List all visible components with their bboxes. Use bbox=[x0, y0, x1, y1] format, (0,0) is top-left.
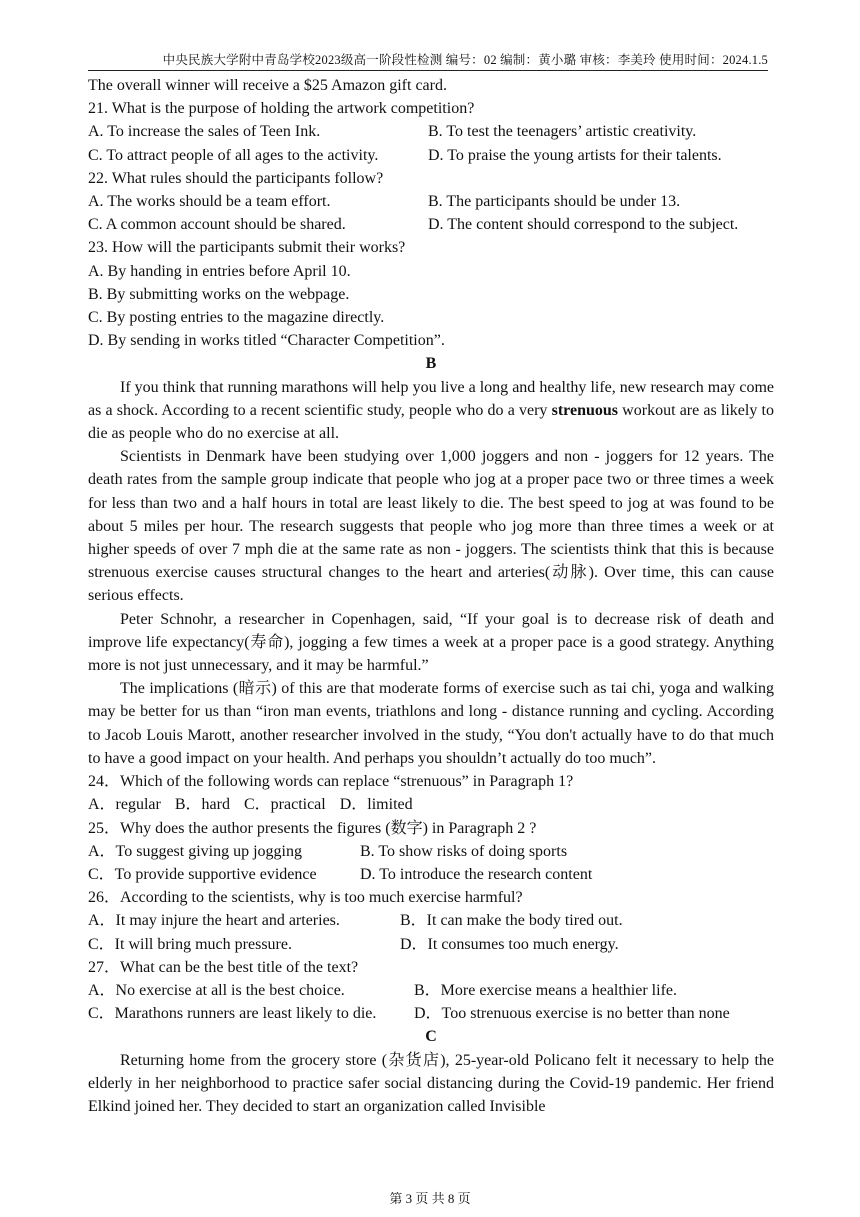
q22-option-c: C. A common account should be shared. bbox=[88, 216, 346, 234]
q25-option-a: A．To suggest giving up jogging bbox=[88, 842, 302, 860]
section-c-heading: C bbox=[425, 1028, 437, 1046]
q26-option-a: A．It may injure the heart and arteries. bbox=[88, 912, 340, 930]
passage-b-paragraph-4: The implications (暗示) of this are that moderate forms of exercise such as tai chi, yoga and walking may be better for us than “iron man events, triathlons and long - distance running and cycling. According to Jacob Louis Marott, another researcher involved in the study, “You don't actually have to do that much to have a good impact on your health. And perhaps you shouldn’t actually do too much”. bbox=[88, 680, 774, 767]
q26-option-b: B．It can make the body tired out. bbox=[400, 912, 623, 930]
q21-options-row1 bbox=[88, 120, 774, 143]
b-p1-text-start: If you think that running marathons will help you live a long and healthy life, new research may come as a shock. According to a recent scientific study, people who do a very bbox=[88, 378, 774, 419]
q24-option-b: B．hard bbox=[174, 796, 230, 814]
q25-options-row1 bbox=[88, 840, 774, 863]
q26-options-row2 bbox=[88, 933, 774, 956]
q27-option-a: A．No exercise at all is the best choice. bbox=[88, 981, 345, 999]
q22-options-row2 bbox=[88, 213, 774, 236]
question-26: 26．According to the scientists, why is too much exercise harmful? bbox=[88, 889, 523, 907]
q24-option-d: D．limited bbox=[339, 796, 413, 814]
question-22: 22. What rules should the participants follow? bbox=[88, 169, 384, 187]
page-footer: 第 3 页 共 8 页 bbox=[389, 1191, 471, 1206]
q25-option-b: B. To show risks of doing sports bbox=[360, 842, 568, 860]
q26-option-c: C．It will bring much pressure. bbox=[88, 935, 292, 953]
question-23: 23. How will the participants submit their works? bbox=[88, 239, 406, 257]
passage-b-paragraph-2: Scientists in Denmark have been studying over 1,000 joggers and non - joggers for 12 years. The death rates from the sample group indicate that people who jog at a proper pace two or three times a week for less than two and a half hours in total are least likely to die. The best speed to jog at was found to be about 5 miles per hour. The research suggests that people who jog more than three times a week or at higher speeds of over 7 mph die at the same rate as non - joggers. The scientists think that this is because strenuous exercise causes structural changes to the heart and arteries(动脉). Over time, this can cause serious effects. bbox=[88, 448, 774, 605]
q23-option-d: D. By sending in works titled “Character Competition”. bbox=[88, 332, 445, 350]
q21-option-c: C. To attract people of all ages to the activity. bbox=[88, 146, 379, 164]
q22-option-a: A. The works should be a team effort. bbox=[88, 193, 331, 211]
b-p1-text-end: workout are as likely to die as people who do no exercise at all. bbox=[88, 401, 774, 443]
q22-option-d: D. The content should correspond to the subject. bbox=[428, 216, 739, 234]
question-27: 27．What can be the best title of the text? bbox=[88, 958, 359, 976]
q23-option-a: A. By handing in entries before April 10. bbox=[88, 262, 351, 280]
q26-options-row1 bbox=[88, 909, 774, 932]
q21-options-row2 bbox=[88, 144, 774, 167]
q26-option-d: D．It consumes too much energy. bbox=[400, 935, 619, 953]
q25-option-c: C．To provide supportive evidence bbox=[88, 865, 317, 883]
document-body bbox=[88, 74, 774, 1118]
question-21: 21. What is the purpose of holding the artwork competition? bbox=[88, 100, 475, 118]
q27-option-b: B．More exercise means a healthier life. bbox=[414, 981, 678, 999]
q22-options-row1 bbox=[88, 190, 774, 213]
q27-option-c: C．Marathons runners are least likely to die. bbox=[88, 1005, 377, 1023]
q27-options-row1 bbox=[88, 979, 774, 1002]
passage-c-paragraph-1: Returning home from the grocery store (杂货店), 25-year-old Policano felt it necessary to help the elderly in her neighborhood to practice safer social distancing during the Covid-19 pandemic. Her friend Elkind joined her. They decided to start an organization called Invisible bbox=[88, 1051, 774, 1115]
passage-b-paragraph-1 bbox=[88, 376, 774, 446]
passage-a-ending: The overall winner will receive a $25 Amazon gift card. bbox=[88, 77, 447, 94]
b-p1-bold-word: strenuous bbox=[551, 401, 618, 419]
page-header: 中央民族大学附中青岛学校2023级高一阶段性检测 编号：02 编制：黄小璐 审核：李美玲 使用时间：2024.1.5 bbox=[88, 50, 768, 71]
question-25: 25．Why does the author presents the figures (数字) in Paragraph 2 ? bbox=[88, 819, 537, 837]
q24-option-c: C．practical bbox=[243, 796, 326, 814]
passage-b-paragraph-3: Peter Schnohr, a researcher in Copenhagen, said, “If your goal is to decrease risk of death and improve life expectancy(寿命), jogging a few times a week at a proper pace is a good strategy. Anything more is not just unnecessary, and it may be harmful.” bbox=[88, 610, 774, 675]
q21-option-a: A. To increase the sales of Teen Ink. bbox=[88, 123, 321, 141]
q24-options bbox=[88, 793, 774, 816]
q23-option-c: C. By posting entries to the magazine directly. bbox=[88, 309, 385, 327]
q21-option-d: D. To praise the young artists for their talents. bbox=[428, 146, 722, 164]
q27-option-d: D．Too strenuous exercise is no better than none bbox=[414, 1005, 730, 1023]
q27-options-row2 bbox=[88, 1002, 774, 1025]
q21-option-b: B. To test the teenagers’ artistic creativity. bbox=[428, 123, 697, 141]
q22-option-b: B. The participants should be under 13. bbox=[428, 193, 681, 211]
q25-options-row2 bbox=[88, 863, 774, 886]
question-24: 24．Which of the following words can replace “strenuous” in Paragraph 1? bbox=[88, 773, 574, 791]
section-b-heading: B bbox=[425, 355, 437, 373]
q24-option-a: A．regular bbox=[88, 796, 161, 814]
q23-option-b: B. By submitting works on the webpage. bbox=[88, 285, 350, 303]
q25-option-d: D. To introduce the research content bbox=[360, 865, 593, 883]
